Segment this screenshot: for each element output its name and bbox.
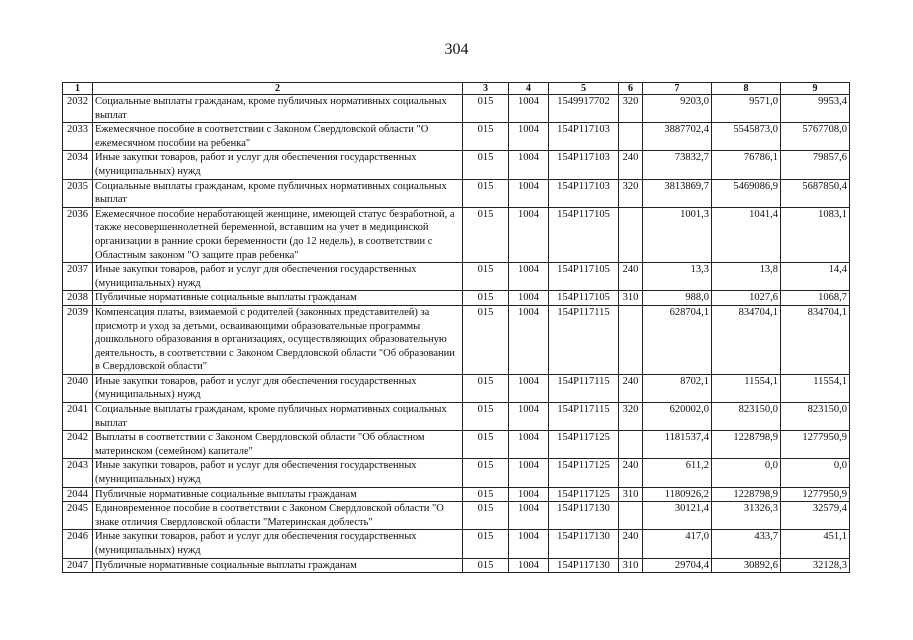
amount-col-9: 5767708,0: [781, 123, 850, 151]
expense-type-code: [619, 502, 643, 530]
expense-type-code: [619, 305, 643, 374]
section-code: 1004: [509, 95, 549, 123]
amount-col-8: 13,8: [712, 263, 781, 291]
row-number: 2036: [63, 207, 93, 262]
row-name: Иные закупки товаров, работ и услуг для обеспечения государственных (муниципальных) нужд: [93, 374, 463, 402]
table-row: [63, 305, 850, 374]
target-article-code: 1549917702: [549, 95, 619, 123]
amount-col-8: 823150,0: [712, 403, 781, 431]
section-code: 1004: [509, 459, 549, 487]
row-number: 2032: [63, 95, 93, 123]
section-code: 1004: [509, 207, 549, 262]
column-header-3: 3: [463, 83, 509, 95]
section-code: 1004: [509, 123, 549, 151]
amount-col-7: 8702,1: [643, 374, 712, 402]
budget-table: [62, 82, 850, 573]
row-number: 2047: [63, 558, 93, 573]
amount-col-8: 834704,1: [712, 305, 781, 374]
amount-col-7: 3887702,4: [643, 123, 712, 151]
amount-col-7: 628704,1: [643, 305, 712, 374]
amount-col-7: 620002,0: [643, 403, 712, 431]
column-header-9: 9: [781, 83, 850, 95]
amount-col-7: 1181537,4: [643, 431, 712, 459]
table-row: [63, 487, 850, 502]
amount-col-9: 1277950,9: [781, 487, 850, 502]
table-row: [63, 95, 850, 123]
target-article-code: 154P117130: [549, 530, 619, 558]
table-row: [63, 403, 850, 431]
target-article-code: 154P117130: [549, 558, 619, 573]
table-row: [63, 179, 850, 207]
amount-col-9: 32128,3: [781, 558, 850, 573]
amount-col-8: 1041,4: [712, 207, 781, 262]
section-code: 1004: [509, 263, 549, 291]
expense-type-code: 310: [619, 291, 643, 306]
column-header-6: 6: [619, 83, 643, 95]
ministry-code: 015: [463, 305, 509, 374]
amount-col-9: 1068,7: [781, 291, 850, 306]
amount-col-9: 834704,1: [781, 305, 850, 374]
amount-col-8: 30892,6: [712, 558, 781, 573]
amount-col-7: 611,2: [643, 459, 712, 487]
table-row: [63, 263, 850, 291]
amount-col-8: 433,7: [712, 530, 781, 558]
row-name: Выплаты в соответствии с Законом Свердловской области "Об областном материнском (семейном) капитале": [93, 431, 463, 459]
section-code: 1004: [509, 305, 549, 374]
target-article-code: 154P117103: [549, 179, 619, 207]
table-row: [63, 151, 850, 179]
expense-type-code: 320: [619, 95, 643, 123]
amount-col-8: 76786,1: [712, 151, 781, 179]
target-article-code: 154P117115: [549, 305, 619, 374]
section-code: 1004: [509, 487, 549, 502]
section-code: 1004: [509, 151, 549, 179]
amount-col-7: 30121,4: [643, 502, 712, 530]
column-header-8: 8: [712, 83, 781, 95]
ministry-code: 015: [463, 558, 509, 573]
row-number: 2035: [63, 179, 93, 207]
section-code: 1004: [509, 530, 549, 558]
ministry-code: 015: [463, 431, 509, 459]
expense-type-code: 310: [619, 558, 643, 573]
row-name: Социальные выплаты гражданам, кроме публичных нормативных социальных выплат: [93, 179, 463, 207]
amount-col-7: 1001,3: [643, 207, 712, 262]
row-name: Публичные нормативные социальные выплаты гражданам: [93, 291, 463, 306]
ministry-code: 015: [463, 459, 509, 487]
column-header-4: 4: [509, 83, 549, 95]
row-name: Социальные выплаты гражданам, кроме публичных нормативных социальных выплат: [93, 95, 463, 123]
amount-col-8: 1027,6: [712, 291, 781, 306]
target-article-code: 154P117105: [549, 263, 619, 291]
expense-type-code: 310: [619, 487, 643, 502]
ministry-code: 015: [463, 151, 509, 179]
row-number: 2033: [63, 123, 93, 151]
section-code: 1004: [509, 502, 549, 530]
amount-col-9: 14,4: [781, 263, 850, 291]
row-number: 2044: [63, 487, 93, 502]
target-article-code: 154P117125: [549, 487, 619, 502]
row-number: 2043: [63, 459, 93, 487]
table-row: [63, 558, 850, 573]
expense-type-code: [619, 123, 643, 151]
ministry-code: 015: [463, 263, 509, 291]
amount-col-7: 9203,0: [643, 95, 712, 123]
table-row: [63, 207, 850, 262]
ministry-code: 015: [463, 123, 509, 151]
amount-col-9: 9953,4: [781, 95, 850, 123]
amount-col-9: 79857,6: [781, 151, 850, 179]
amount-col-7: 417,0: [643, 530, 712, 558]
ministry-code: 015: [463, 502, 509, 530]
expense-type-code: 240: [619, 263, 643, 291]
amount-col-8: 1228798,9: [712, 431, 781, 459]
amount-col-9: 32579,4: [781, 502, 850, 530]
target-article-code: 154P117103: [549, 151, 619, 179]
amount-col-9: 823150,0: [781, 403, 850, 431]
table-row: [63, 374, 850, 402]
amount-col-7: 3813869,7: [643, 179, 712, 207]
amount-col-9: 451,1: [781, 530, 850, 558]
table-body: [63, 95, 850, 573]
expense-type-code: 240: [619, 374, 643, 402]
expense-type-code: 240: [619, 151, 643, 179]
row-number: 2040: [63, 374, 93, 402]
row-name: Иные закупки товаров, работ и услуг для обеспечения государственных (муниципальных) нужд: [93, 530, 463, 558]
amount-col-8: 5545873,0: [712, 123, 781, 151]
section-code: 1004: [509, 431, 549, 459]
amount-col-7: 73832,7: [643, 151, 712, 179]
column-header-2: 2: [93, 83, 463, 95]
amount-col-7: 13,3: [643, 263, 712, 291]
ministry-code: 015: [463, 179, 509, 207]
amount-col-9: 0,0: [781, 459, 850, 487]
expense-type-code: [619, 431, 643, 459]
target-article-code: 154P117103: [549, 123, 619, 151]
column-header-1: 1: [63, 83, 93, 95]
row-number: 2034: [63, 151, 93, 179]
ministry-code: 015: [463, 374, 509, 402]
section-code: 1004: [509, 558, 549, 573]
amount-col-8: 0,0: [712, 459, 781, 487]
amount-col-9: 1277950,9: [781, 431, 850, 459]
amount-col-8: 31326,3: [712, 502, 781, 530]
amount-col-7: 29704,4: [643, 558, 712, 573]
expense-type-code: 320: [619, 179, 643, 207]
target-article-code: 154P117125: [549, 459, 619, 487]
ministry-code: 015: [463, 403, 509, 431]
amount-col-8: 11554,1: [712, 374, 781, 402]
amount-col-9: 1083,1: [781, 207, 850, 262]
header-row: [63, 83, 850, 95]
row-name: Публичные нормативные социальные выплаты гражданам: [93, 487, 463, 502]
amount-col-9: 5687850,4: [781, 179, 850, 207]
table-row: [63, 530, 850, 558]
table-row: [63, 502, 850, 530]
row-number: 2039: [63, 305, 93, 374]
amount-col-7: 988,0: [643, 291, 712, 306]
target-article-code: 154P117105: [549, 291, 619, 306]
row-number: 2042: [63, 431, 93, 459]
row-name: Публичные нормативные социальные выплаты гражданам: [93, 558, 463, 573]
section-code: 1004: [509, 291, 549, 306]
page-number: 304: [444, 41, 469, 58]
column-header-5: 5: [549, 83, 619, 95]
row-number: 2046: [63, 530, 93, 558]
row-name: Ежемесячное пособие неработающей женщине, имеющей статус безработной, а также несовершеннолетней беременной, вставшим на учет в медицинской организации в ранние сроки беременности (до 12 недель), в соответствии с Областным законом "О защите прав ребенка": [93, 207, 463, 262]
section-code: 1004: [509, 374, 549, 402]
ministry-code: 015: [463, 95, 509, 123]
ministry-code: 015: [463, 207, 509, 262]
target-article-code: 154P117130: [549, 502, 619, 530]
target-article-code: 154P117115: [549, 374, 619, 402]
table-row: [63, 431, 850, 459]
row-number: 2045: [63, 502, 93, 530]
ministry-code: 015: [463, 487, 509, 502]
row-number: 2037: [63, 263, 93, 291]
amount-col-8: 9571,0: [712, 95, 781, 123]
column-header-7: 7: [643, 83, 712, 95]
amount-col-7: 1180926,2: [643, 487, 712, 502]
amount-col-9: 11554,1: [781, 374, 850, 402]
section-code: 1004: [509, 403, 549, 431]
table-row: [63, 459, 850, 487]
section-code: 1004: [509, 179, 549, 207]
expense-type-code: 240: [619, 530, 643, 558]
table-row: [63, 123, 850, 151]
amount-col-8: 5469086,9: [712, 179, 781, 207]
expense-type-code: [619, 207, 643, 262]
amount-col-8: 1228798,9: [712, 487, 781, 502]
row-name: Компенсация платы, взимаемой с родителей (законных представителей) за присмотр и уход за детьми, осваивающими образовательные программы дошкольного образования в организациях, осуществляющих образовательную деятельность, в соответствии с Законом Свердловской области "Об образовании в Свердловской области": [93, 305, 463, 374]
table-row: [63, 291, 850, 306]
row-name: Социальные выплаты гражданам, кроме публичных нормативных социальных выплат: [93, 403, 463, 431]
row-name: Ежемесячное пособие в соответствии с Законом Свердловской области "О ежемесячном пособии на ребенка": [93, 123, 463, 151]
ministry-code: 015: [463, 291, 509, 306]
row-name: Иные закупки товаров, работ и услуг для обеспечения государственных (муниципальных) нужд: [93, 263, 463, 291]
row-number: 2038: [63, 291, 93, 306]
expense-type-code: 240: [619, 459, 643, 487]
target-article-code: 154P117115: [549, 403, 619, 431]
row-name: Единовременное пособие в соответствии с Законом Свердловской области "О знаке отличия Свердловской области "Материнская доблесть": [93, 502, 463, 530]
target-article-code: 154P117125: [549, 431, 619, 459]
row-name: Иные закупки товаров, работ и услуг для обеспечения государственных (муниципальных) нужд: [93, 151, 463, 179]
row-number: 2041: [63, 403, 93, 431]
row-name: Иные закупки товаров, работ и услуг для обеспечения государственных (муниципальных) нужд: [93, 459, 463, 487]
expense-type-code: 320: [619, 403, 643, 431]
target-article-code: 154P117105: [549, 207, 619, 262]
ministry-code: 015: [463, 530, 509, 558]
